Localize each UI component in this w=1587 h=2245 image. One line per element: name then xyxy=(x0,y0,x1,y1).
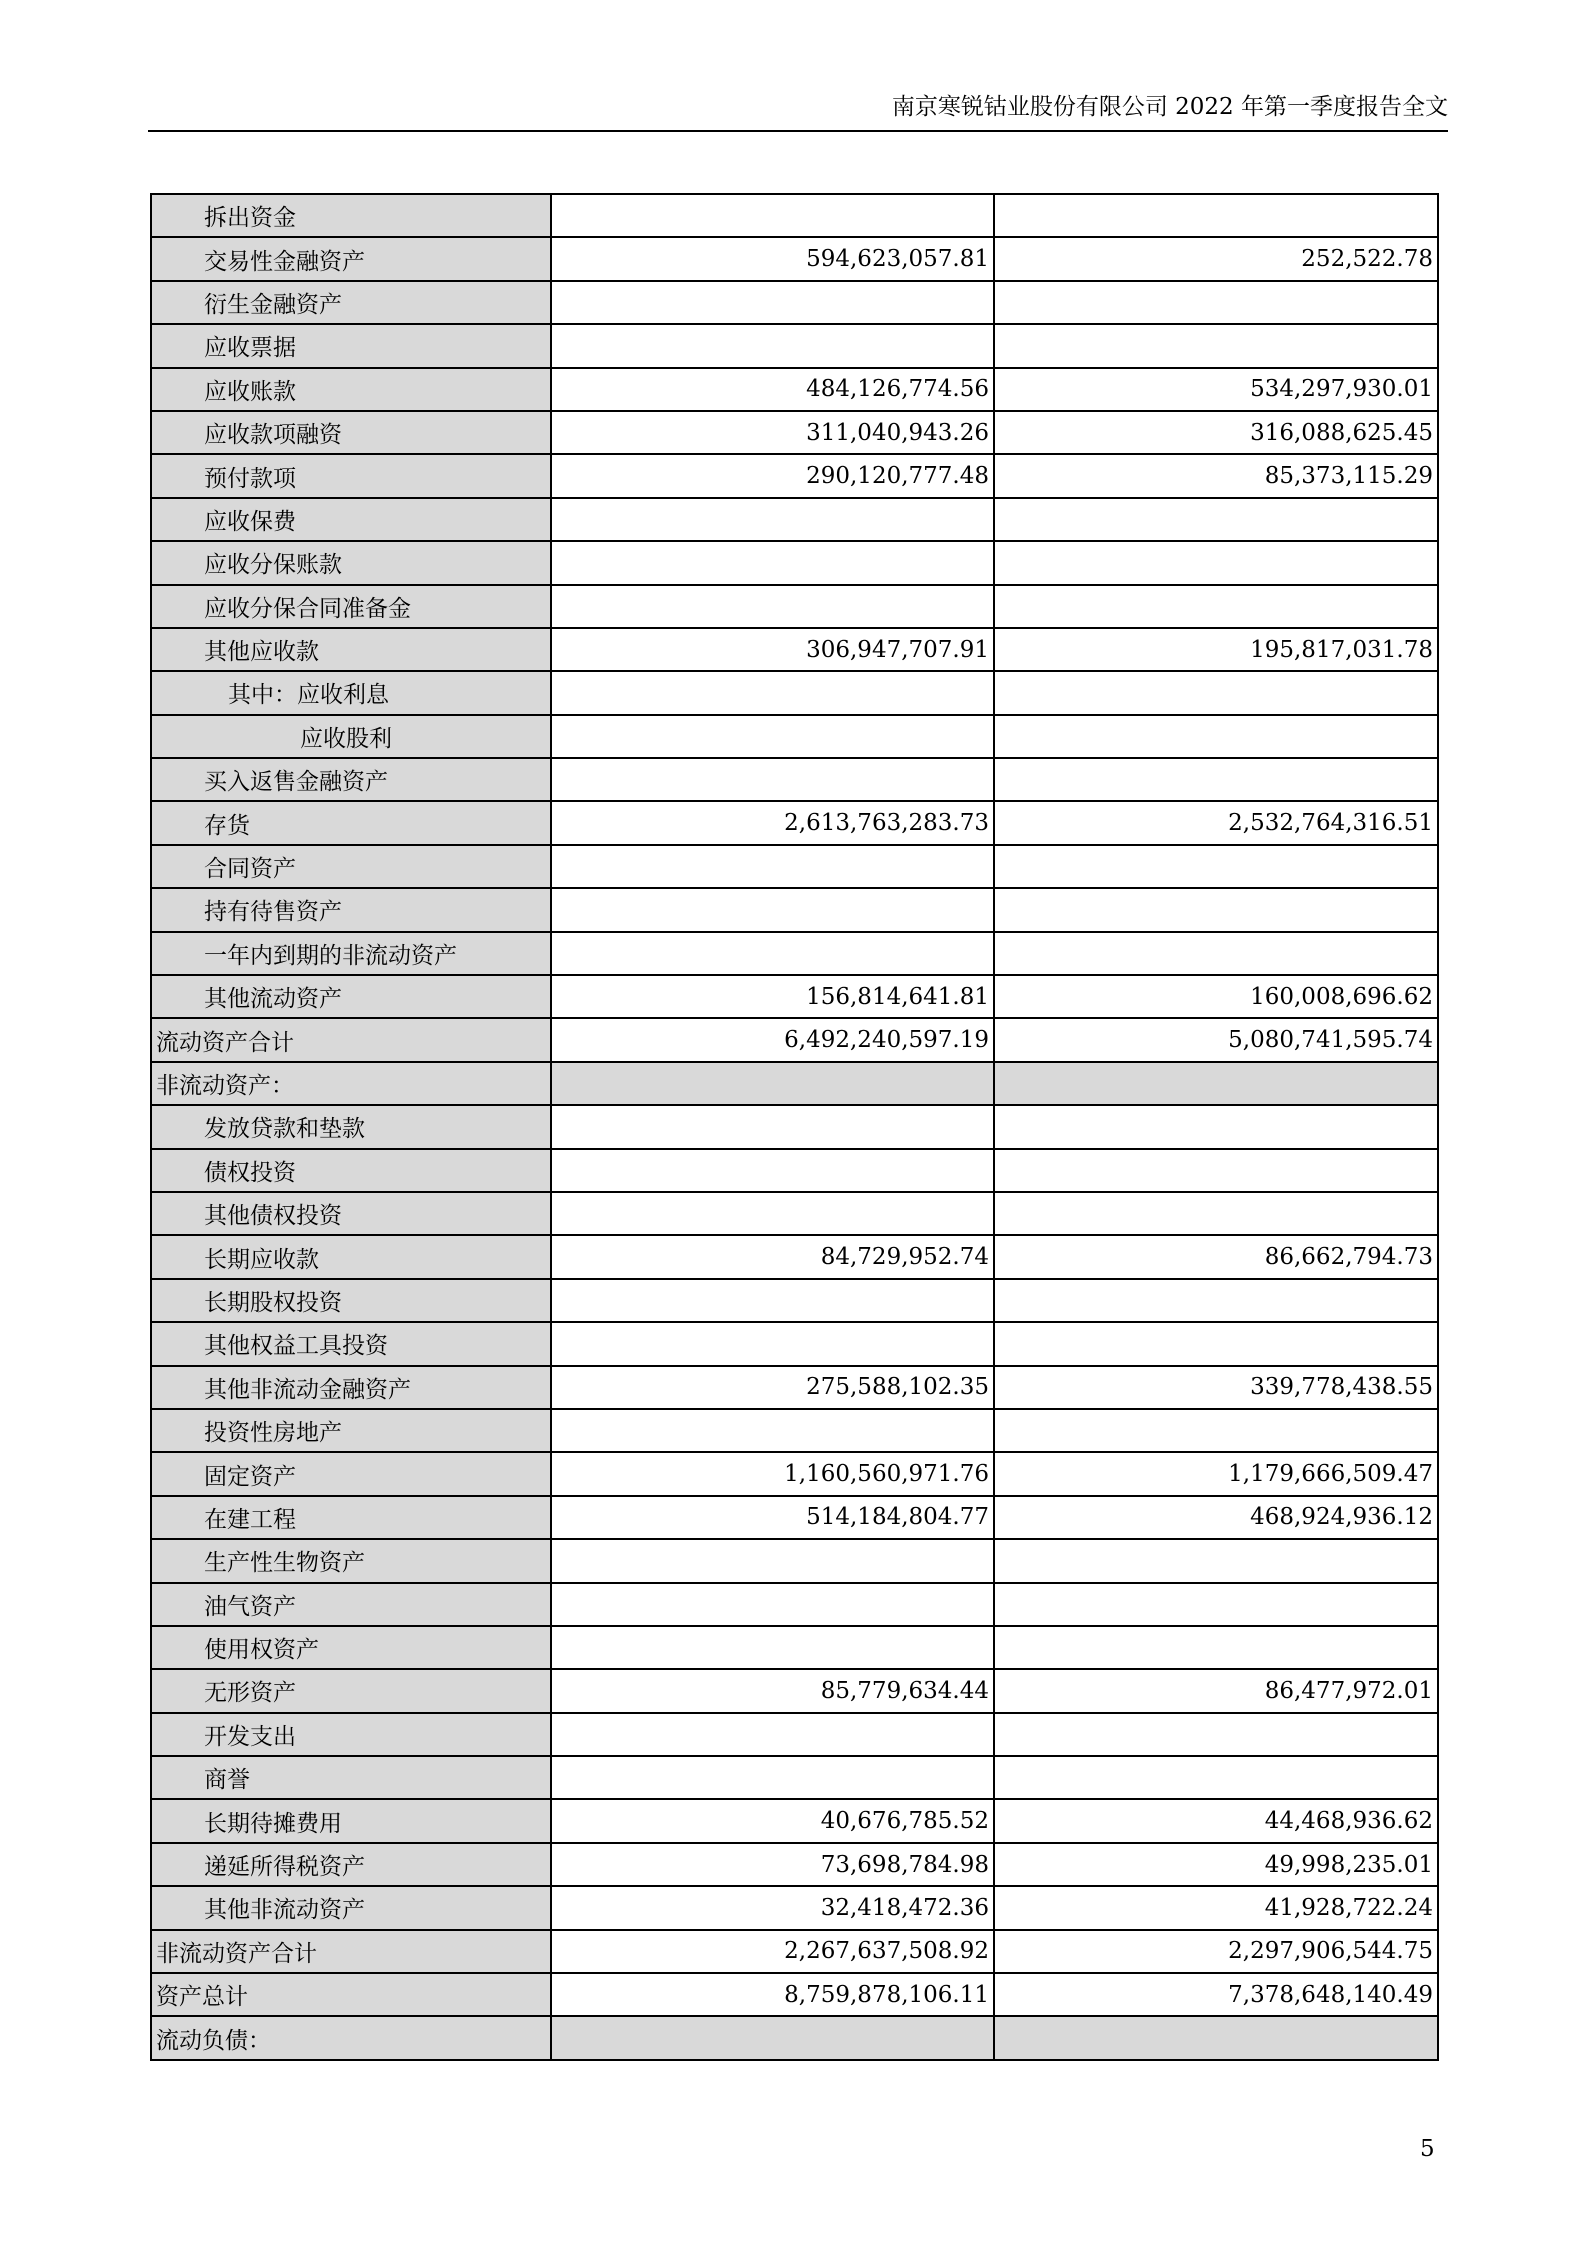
row-label: 应收款项融资 xyxy=(151,411,551,454)
year-begin-value: 195,817,031.78 xyxy=(994,628,1438,671)
table-row xyxy=(151,1713,1438,1756)
year-begin-value xyxy=(994,1279,1438,1322)
year-begin-value xyxy=(994,1062,1438,1105)
page-header xyxy=(148,92,1448,132)
table-row xyxy=(151,237,1438,280)
row-label: 持有待售资产 xyxy=(151,888,551,931)
year-begin-value xyxy=(994,194,1438,237)
row-label: 应收账款 xyxy=(151,368,551,411)
row-label: 拆出资金 xyxy=(151,194,551,237)
row-label: 债权投资 xyxy=(151,1149,551,1192)
year-begin-value: 2,532,764,316.51 xyxy=(994,801,1438,844)
period-end-value: 32,418,472.36 xyxy=(551,1886,994,1929)
table-row xyxy=(151,975,1438,1018)
year-begin-value: 5,080,741,595.74 xyxy=(994,1018,1438,1061)
year-begin-value: 44,468,936.62 xyxy=(994,1799,1438,1842)
row-label: 应收保费 xyxy=(151,498,551,541)
table-row xyxy=(151,324,1438,367)
year-begin-value xyxy=(994,1105,1438,1148)
year-begin-value: 86,662,794.73 xyxy=(994,1235,1438,1278)
table-row xyxy=(151,628,1438,671)
year-begin-value xyxy=(994,888,1438,931)
year-begin-value: 252,522.78 xyxy=(994,237,1438,280)
period-end-value xyxy=(551,1062,994,1105)
balance-sheet-body xyxy=(151,194,1438,2060)
table-row xyxy=(151,194,1438,237)
table-row xyxy=(151,1235,1438,1278)
row-label: 使用权资产 xyxy=(151,1626,551,1669)
table-row xyxy=(151,541,1438,584)
period-end-value xyxy=(551,1409,994,1452)
row-label: 其他应收款 xyxy=(151,628,551,671)
row-label: 流动资产合计 xyxy=(151,1018,551,1061)
period-end-value: 6,492,240,597.19 xyxy=(551,1018,994,1061)
table-row xyxy=(151,1756,1438,1799)
year-begin-value: 86,477,972.01 xyxy=(994,1669,1438,1712)
row-label: 无形资产 xyxy=(151,1669,551,1712)
table-row xyxy=(151,1452,1438,1495)
period-end-value xyxy=(551,715,994,758)
table-row xyxy=(151,1886,1438,1929)
row-label: 衍生金融资产 xyxy=(151,281,551,324)
row-label: 长期待摊费用 xyxy=(151,1799,551,1842)
row-label: 其中：应收利息 xyxy=(151,671,551,714)
year-begin-value xyxy=(994,498,1438,541)
period-end-value xyxy=(551,1756,994,1799)
year-begin-value xyxy=(994,2016,1438,2059)
row-label: 递延所得税资产 xyxy=(151,1843,551,1886)
table-row xyxy=(151,368,1438,411)
year-begin-value: 2,297,906,544.75 xyxy=(994,1930,1438,1973)
row-label: 预付款项 xyxy=(151,454,551,497)
year-begin-value xyxy=(994,1322,1438,1365)
period-end-value xyxy=(551,324,994,367)
year-begin-value: 534,297,930.01 xyxy=(994,368,1438,411)
year-begin-value: 7,378,648,140.49 xyxy=(994,1973,1438,2016)
table-row xyxy=(151,1105,1438,1148)
year-begin-value xyxy=(994,1192,1438,1235)
year-begin-value: 85,373,115.29 xyxy=(994,454,1438,497)
row-label: 应收分保合同准备金 xyxy=(151,585,551,628)
period-end-value xyxy=(551,585,994,628)
year-begin-value: 49,998,235.01 xyxy=(994,1843,1438,1886)
period-end-value xyxy=(551,758,994,801)
period-end-value xyxy=(551,1279,994,1322)
row-label: 长期应收款 xyxy=(151,1235,551,1278)
year-begin-value xyxy=(994,1583,1438,1626)
year-begin-value: 468,924,936.12 xyxy=(994,1496,1438,1539)
table-row xyxy=(151,1409,1438,1452)
period-end-value xyxy=(551,2016,994,2059)
period-end-value: 2,613,763,283.73 xyxy=(551,801,994,844)
table-row xyxy=(151,1192,1438,1235)
year-begin-value xyxy=(994,585,1438,628)
table-row xyxy=(151,1539,1438,1582)
period-end-value: 84,729,952.74 xyxy=(551,1235,994,1278)
row-label: 合同资产 xyxy=(151,845,551,888)
year-begin-value xyxy=(994,671,1438,714)
year-begin-value xyxy=(994,1149,1438,1192)
year-begin-value xyxy=(994,281,1438,324)
table-row xyxy=(151,845,1438,888)
row-label: 其他流动资产 xyxy=(151,975,551,1018)
year-begin-value xyxy=(994,324,1438,367)
table-row xyxy=(151,1279,1438,1322)
table-row xyxy=(151,411,1438,454)
row-label: 在建工程 xyxy=(151,1496,551,1539)
table-row xyxy=(151,1626,1438,1669)
year-begin-value xyxy=(994,1756,1438,1799)
table-row xyxy=(151,585,1438,628)
table-row xyxy=(151,1930,1438,1973)
row-label: 其他债权投资 xyxy=(151,1192,551,1235)
period-end-value: 311,040,943.26 xyxy=(551,411,994,454)
table-row xyxy=(151,498,1438,541)
period-end-value xyxy=(551,1192,994,1235)
period-end-value xyxy=(551,932,994,975)
year-begin-value: 316,088,625.45 xyxy=(994,411,1438,454)
table-row xyxy=(151,801,1438,844)
period-end-value xyxy=(551,1583,994,1626)
period-end-value xyxy=(551,845,994,888)
row-label: 资产总计 xyxy=(151,1973,551,2016)
table-row xyxy=(151,1322,1438,1365)
period-end-value: 306,947,707.91 xyxy=(551,628,994,671)
row-label: 发放贷款和垫款 xyxy=(151,1105,551,1148)
row-label: 交易性金融资产 xyxy=(151,237,551,280)
period-end-value xyxy=(551,1322,994,1365)
row-label: 开发支出 xyxy=(151,1713,551,1756)
period-end-value xyxy=(551,671,994,714)
row-label: 其他权益工具投资 xyxy=(151,1322,551,1365)
year-begin-value: 160,008,696.62 xyxy=(994,975,1438,1018)
table-row xyxy=(151,932,1438,975)
period-end-value xyxy=(551,498,994,541)
period-end-value xyxy=(551,1626,994,1669)
table-row xyxy=(151,1018,1438,1061)
period-end-value: 85,779,634.44 xyxy=(551,1669,994,1712)
year-begin-value xyxy=(994,1713,1438,1756)
table-row xyxy=(151,2016,1438,2059)
period-end-value xyxy=(551,888,994,931)
year-begin-value xyxy=(994,845,1438,888)
period-end-value: 2,267,637,508.92 xyxy=(551,1930,994,1973)
year-begin-value xyxy=(994,541,1438,584)
table-row xyxy=(151,1669,1438,1712)
year-begin-value: 1,179,666,509.47 xyxy=(994,1452,1438,1495)
table-row xyxy=(151,888,1438,931)
row-label: 应收分保账款 xyxy=(151,541,551,584)
table-row xyxy=(151,1149,1438,1192)
row-label: 商誉 xyxy=(151,1756,551,1799)
row-label: 应收股利 xyxy=(151,715,551,758)
year-begin-value: 41,928,722.24 xyxy=(994,1886,1438,1929)
period-end-value: 156,814,641.81 xyxy=(551,975,994,1018)
period-end-value: 8,759,878,106.11 xyxy=(551,1973,994,2016)
table-row xyxy=(151,671,1438,714)
row-label: 投资性房地产 xyxy=(151,1409,551,1452)
row-label: 其他非流动资产 xyxy=(151,1886,551,1929)
row-label: 流动负债： xyxy=(151,2016,551,2059)
row-label: 其他非流动金融资产 xyxy=(151,1366,551,1409)
period-end-value: 73,698,784.98 xyxy=(551,1843,994,1886)
table-row xyxy=(151,758,1438,801)
row-label: 生产性生物资产 xyxy=(151,1539,551,1582)
year-begin-value xyxy=(994,1539,1438,1582)
period-end-value: 484,126,774.56 xyxy=(551,368,994,411)
year-begin-value xyxy=(994,758,1438,801)
row-label: 非流动资产合计 xyxy=(151,1930,551,1973)
row-label: 长期股权投资 xyxy=(151,1279,551,1322)
row-label: 一年内到期的非流动资产 xyxy=(151,932,551,975)
period-end-value xyxy=(551,194,994,237)
table-row xyxy=(151,1973,1438,2016)
period-end-value xyxy=(551,1539,994,1582)
table-row xyxy=(151,454,1438,497)
year-begin-value xyxy=(994,1409,1438,1452)
year-begin-value xyxy=(994,715,1438,758)
table-row xyxy=(151,1843,1438,1886)
year-begin-value xyxy=(994,1626,1438,1669)
row-label: 油气资产 xyxy=(151,1583,551,1626)
balance-sheet-table xyxy=(150,193,1439,2061)
table-row xyxy=(151,1496,1438,1539)
period-end-value xyxy=(551,541,994,584)
period-end-value: 514,184,804.77 xyxy=(551,1496,994,1539)
row-label: 应收票据 xyxy=(151,324,551,367)
period-end-value xyxy=(551,1105,994,1148)
table-row xyxy=(151,1366,1438,1409)
row-label: 非流动资产： xyxy=(151,1062,551,1105)
period-end-value xyxy=(551,1149,994,1192)
year-begin-value xyxy=(994,932,1438,975)
period-end-value xyxy=(551,1713,994,1756)
table-row xyxy=(151,1583,1438,1626)
row-label: 存货 xyxy=(151,801,551,844)
table-row xyxy=(151,281,1438,324)
period-end-value: 275,588,102.35 xyxy=(551,1366,994,1409)
period-end-value: 40,676,785.52 xyxy=(551,1799,994,1842)
row-label: 买入返售金融资产 xyxy=(151,758,551,801)
year-begin-value: 339,778,438.55 xyxy=(994,1366,1438,1409)
table-row xyxy=(151,1799,1438,1842)
period-end-value: 594,623,057.81 xyxy=(551,237,994,280)
row-label: 固定资产 xyxy=(151,1452,551,1495)
period-end-value: 290,120,777.48 xyxy=(551,454,994,497)
period-end-value: 1,160,560,971.76 xyxy=(551,1452,994,1495)
report-title: 南京寒锐钴业股份有限公司 2022 年第一季度报告全文 xyxy=(891,94,1448,120)
table-row xyxy=(151,1062,1438,1105)
period-end-value xyxy=(551,281,994,324)
page-number: 5 xyxy=(1420,2136,1435,2162)
table-row xyxy=(151,715,1438,758)
